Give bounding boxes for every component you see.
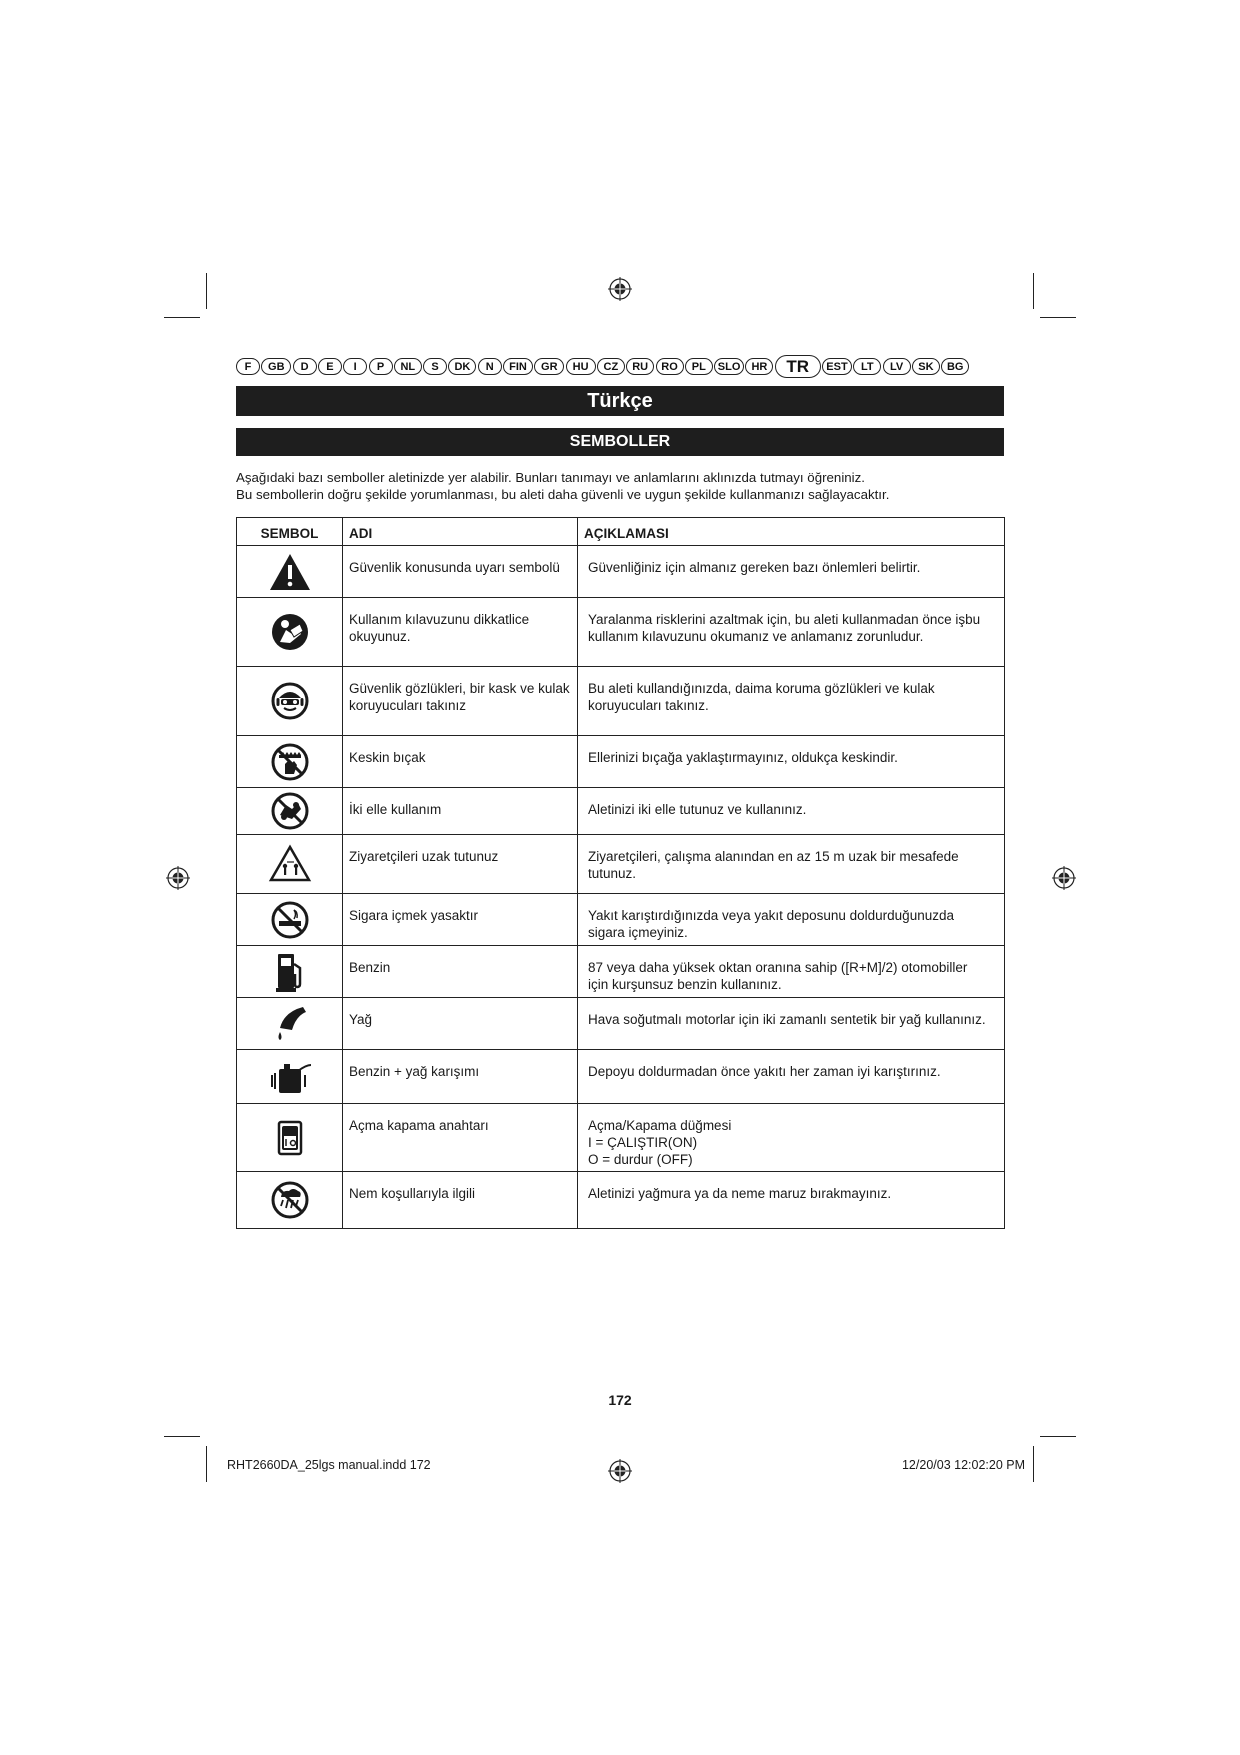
symbol-name: Güvenlik konusunda uyarı sembolü [343,546,578,598]
symbol-cell [237,546,343,598]
language-tab-f: F [236,358,260,375]
language-tab-lt: LT [853,358,881,375]
symbol-description [578,598,1005,667]
description-line: Açma/Kapama düğmesi [588,1118,732,1133]
symbol-cell [237,946,343,998]
crop-mark [1040,1436,1076,1437]
intro-text [236,469,1004,503]
table-row [237,546,1005,598]
symbol-name: Benzin [343,946,578,998]
language-tab-n: N [478,358,502,375]
intro-line: Aşağıdaki bazı semboller aletinizde yer alabilir. Bunları tanımayı ve anlamlarını aklınızda tutmayı öğreniniz. [236,470,865,485]
symbol-description [578,1104,1005,1172]
crop-mark [1033,1446,1034,1482]
language-tab-est: EST [822,358,852,375]
symbol-description [578,835,1005,894]
header-description: AÇIKLAMASI [578,518,1005,546]
language-title: Türkçe [236,386,1004,416]
language-tab-hu: HU [566,358,596,375]
registration-mark-icon [166,866,190,890]
crop-mark [164,317,200,318]
header-symbol: SEMBOL [237,518,343,546]
registration-mark-icon [608,277,632,301]
description-line: 87 veya daha yüksek oktan oranına sahip ([R+M]/2) otomobiller [588,960,968,975]
language-tab-tr: TR [775,355,821,378]
description-line: kullanım kılavuzunu okumanız ve anlamanız zorunludur. [588,629,924,644]
symbol-cell [237,598,343,667]
description-line: Yakıt karıştırdığınızda veya yakıt deposunu doldurduğunuzda [588,908,954,923]
page-number: 172 [608,1392,632,1408]
symbol-description [578,667,1005,736]
symbol-description [578,946,1005,998]
symbol-name: Açma kapama anahtarı [343,1104,578,1172]
description-line: Ellerinizi bıçağa yaklaştırmayınız, oldukça keskindir. [588,750,898,765]
table-row [237,1172,1005,1229]
table-row [237,946,1005,998]
symbol-description [578,788,1005,835]
no-smoking-icon [237,900,342,940]
symbol-name: Benzin + yağ karışımı [343,1050,578,1104]
description-line: Bu aleti kullandığınızda, daima koruma gözlükleri ve kulak [588,681,935,696]
description-line: O = durdur (OFF) [588,1152,693,1167]
table-row [237,1050,1005,1104]
symbol-name: Kullanım kılavuzunu dikkatlice okuyunuz. [343,598,578,667]
registration-mark-icon [1052,866,1076,890]
symbol-cell [237,788,343,835]
description-line: koruyucuları takınız. [588,698,709,713]
language-tab-ru: RU [626,358,654,375]
symbol-description [578,894,1005,946]
table-row [237,598,1005,667]
symbol-cell [237,894,343,946]
oil-drop-icon [237,1002,342,1046]
language-tab-ro: RO [656,358,684,375]
symbol-name: İki elle kullanım [343,788,578,835]
language-tab-sk: SK [912,358,940,375]
symbol-description [578,1172,1005,1229]
language-tabs [236,356,1006,382]
language-tab-cz: CZ [597,358,625,375]
symbol-description [578,998,1005,1050]
language-tab-hr: HR [745,358,773,375]
language-tab-p: P [369,358,393,375]
symbol-cell [237,835,343,894]
table-header-row [237,518,1005,546]
crop-mark [1040,317,1076,318]
crop-mark [206,1446,207,1482]
language-tab-slo: SLO [714,358,744,375]
symbol-cell [237,1050,343,1104]
description-line: Aletinizi iki elle tutunuz ve kullanınız. [588,802,807,817]
symbol-name: Sigara içmek yasaktır [343,894,578,946]
warning-triangle-icon [237,552,342,592]
symbol-cell [237,736,343,788]
symbol-name: Güvenlik gözlükleri, bir kask ve kulak koruyucuları takınız [343,667,578,736]
on-off-switch-icon [237,1118,342,1158]
description-line: Hava soğutmalı motorlar için iki zamanlı sentetik bir yağ kullanınız. [588,1012,986,1027]
description-line: Yaralanma risklerini azaltmak için, bu aleti kullanmadan önce işbu [588,612,981,627]
language-tab-dk: DK [448,358,476,375]
table-row [237,998,1005,1050]
language-tab-lv: LV [883,358,911,375]
symbol-name: Nem koşullarıyla ilgili [343,1172,578,1229]
language-tab-e: E [318,358,342,375]
table-row [237,1104,1005,1172]
table-row [237,835,1005,894]
crop-mark [164,1436,200,1437]
symbol-name: Yağ [343,998,578,1050]
fuel-pump-icon [237,950,342,994]
description-line: sigara içmeyiniz. [588,925,688,940]
language-tab-gb: GB [261,358,291,375]
symbol-cell [237,1172,343,1229]
symbols-table [236,517,1005,1229]
footer-file: RHT2660DA_25lgs manual.indd 172 [227,1458,431,1472]
symbol-cell [237,667,343,736]
language-tab-pl: PL [685,358,713,375]
fuel-oil-mix-icon [237,1057,342,1097]
eye-head-ear-protection-icon [237,681,342,721]
symbol-cell [237,998,343,1050]
keep-bystanders-away-icon [237,844,342,884]
language-tab-d: D [293,358,317,375]
section-title: SEMBOLLER [236,428,1004,456]
header-name: ADI [343,518,578,546]
language-tab-nl: NL [394,358,422,375]
registration-mark-icon [608,1459,632,1483]
description-line: tutunuz. [588,866,637,881]
read-manual-icon [237,612,342,652]
language-tab-s: S [423,358,447,375]
symbol-description [578,546,1005,598]
language-tab-i: I [343,358,367,375]
footer-timestamp: 12/20/03 12:02:20 PM [901,1458,1025,1472]
description-line: I = ÇALIŞTIR(ON) [588,1135,698,1150]
description-line: Güvenliğiniz için almanız gereken bazı önlemleri belirtir. [588,560,921,575]
language-tab-gr: GR [534,358,564,375]
table-row [237,788,1005,835]
sharp-blade-icon [237,742,342,782]
description-line: Aletinizi yağmura ya da neme maruz bırakmayınız. [588,1186,892,1201]
table-row [237,894,1005,946]
crop-mark [206,273,207,309]
language-tab-fin: FIN [503,358,533,375]
symbol-description [578,736,1005,788]
table-row [237,667,1005,736]
symbol-name: Ziyaretçileri uzak tutunuz [343,835,578,894]
intro-line: Bu sembollerin doğru şekilde yorumlanması, bu aleti daha güvenli ve uygun şekilde kullanmanızı sağlayacaktır. [236,487,890,502]
description-line: için kurşunsuz benzin kullanınız. [588,977,782,992]
language-tab-bg: BG [941,358,969,375]
symbol-cell [237,1104,343,1172]
crop-mark [1033,273,1034,309]
symbol-description [578,1050,1005,1104]
two-hand-operation-icon [237,791,342,831]
no-rain-icon [237,1180,342,1220]
description-line: Depoyu doldurmadan önce yakıtı her zaman iyi karıştırınız. [588,1064,941,1079]
symbol-name: Keskin bıçak [343,736,578,788]
description-line: Ziyaretçileri, çalışma alanından en az 15 m uzak bir mesafede [588,849,959,864]
table-row [237,736,1005,788]
